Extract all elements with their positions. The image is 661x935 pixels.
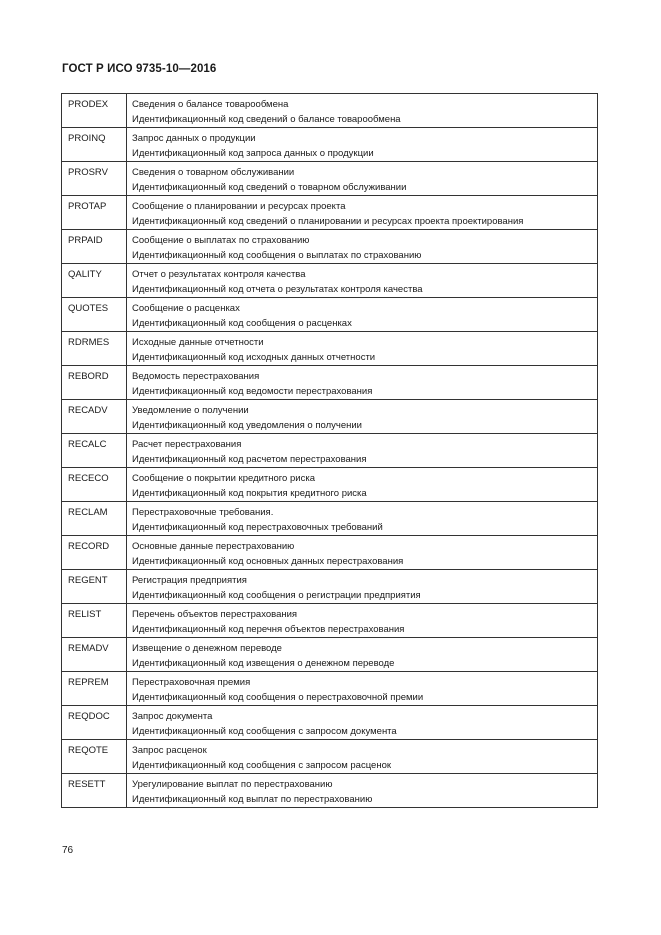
message-code: RECADV [62, 400, 127, 434]
message-name: Сведения о балансе товарообмена [132, 99, 289, 110]
message-id-description: Идентификационный код сведений о балансе товарообмена [132, 114, 401, 125]
table-row [62, 128, 598, 162]
message-code: REPREM [62, 672, 127, 706]
message-code: QALITY [62, 264, 127, 298]
table-row [62, 366, 598, 400]
message-id-description: Идентификационный код исходных данных отчетности [132, 352, 376, 363]
message-code: PRPAID [62, 230, 127, 264]
message-code: RESETT [62, 774, 127, 808]
message-name: Расчет перестрахования [132, 439, 242, 450]
table-row [62, 434, 598, 468]
message-name: Перечень объектов перестрахования [132, 609, 298, 620]
message-code: REQDOC [62, 706, 127, 740]
table-row [62, 570, 598, 604]
table-row [62, 332, 598, 366]
table-row [62, 162, 598, 196]
message-description [127, 672, 598, 706]
message-description [127, 774, 598, 808]
message-description [127, 502, 598, 536]
message-name: Запрос расценок [132, 745, 207, 756]
message-description [127, 298, 598, 332]
message-name: Запрос данных о продукции [132, 133, 256, 144]
message-code: RECALC [62, 434, 127, 468]
message-id-description: Идентификационный код уведомления о получении [132, 420, 362, 431]
message-name: Сообщение о планировании и ресурсах проекта [132, 201, 346, 212]
message-name: Основные данные перестрахованию [132, 541, 295, 552]
message-id-description: Идентификационный код покрытия кредитного риска [132, 488, 367, 499]
message-id-description: Идентификационный код сведений о планировании и ресурсах проекта проектирования [132, 216, 524, 227]
message-name: Сообщение о расценках [132, 303, 240, 314]
message-code: PROINQ [62, 128, 127, 162]
message-description [127, 740, 598, 774]
message-name: Извещение о денежном переводе [132, 643, 282, 654]
message-id-description: Идентификационный код основных данных перестрахования [132, 556, 404, 567]
message-id-description: Идентификационный код ведомости перестрахования [132, 386, 373, 397]
page-number: 76 [62, 845, 74, 856]
message-description [127, 400, 598, 434]
table-row [62, 604, 598, 638]
message-description [127, 570, 598, 604]
message-id-description: Идентификационный код сообщения о расценках [132, 318, 352, 329]
message-description [127, 196, 598, 230]
message-code: QUOTES [62, 298, 127, 332]
message-description [127, 128, 598, 162]
message-name: Перестраховочная премия [132, 677, 251, 688]
message-description [127, 366, 598, 400]
table-row [62, 536, 598, 570]
message-description [127, 706, 598, 740]
message-name: Урегулирование выплат по перестрахованию [132, 779, 333, 790]
message-id-description: Идентификационный код перестраховочных требований [132, 522, 383, 533]
message-code: RECECO [62, 468, 127, 502]
message-description [127, 536, 598, 570]
message-id-description: Идентификационный код сообщения с запросом расценок [132, 760, 392, 771]
message-description [127, 94, 598, 128]
message-description [127, 332, 598, 366]
message-name: Уведомление о получении [132, 405, 249, 416]
message-code: REQOTE [62, 740, 127, 774]
message-code: RDRMES [62, 332, 127, 366]
message-name: Сообщение о выплатах по страхованию [132, 235, 310, 246]
message-description [127, 468, 598, 502]
message-code-table [61, 93, 598, 808]
message-code: RECORD [62, 536, 127, 570]
table-body [62, 94, 598, 808]
table-row [62, 672, 598, 706]
table-row [62, 502, 598, 536]
message-code: RELIST [62, 604, 127, 638]
message-description [127, 230, 598, 264]
message-id-description: Идентификационный код выплат по перестрахованию [132, 794, 373, 805]
message-code: REMADV [62, 638, 127, 672]
table-row [62, 706, 598, 740]
message-id-description: Идентификационный код сообщения о выплатах по страхованию [132, 250, 422, 261]
table-row [62, 196, 598, 230]
message-description [127, 162, 598, 196]
message-code: REBORD [62, 366, 127, 400]
message-name: Исходные данные отчетности [132, 337, 264, 348]
message-id-description: Идентификационный код сообщения о перестраховочной премии [132, 692, 424, 703]
document-header: ГОСТ Р ИСО 9735-10—2016 [62, 63, 217, 75]
message-code: PROTAP [62, 196, 127, 230]
message-name: Сообщение о покрытии кредитного риска [132, 473, 315, 484]
message-name: Отчет о результатах контроля качества [132, 269, 306, 280]
table-row [62, 298, 598, 332]
table-row [62, 264, 598, 298]
message-id-description: Идентификационный код извещения о денежном переводе [132, 658, 395, 669]
message-id-description: Идентификационный код сообщения о регистрации предприятия [132, 590, 421, 601]
table-row [62, 774, 598, 808]
message-name: Запрос документа [132, 711, 213, 722]
message-id-description: Идентификационный код перечня объектов перестрахования [132, 624, 405, 635]
message-name: Регистрация предприятия [132, 575, 247, 586]
message-id-description: Идентификационный код расчетом перестрахования [132, 454, 367, 465]
message-description [127, 604, 598, 638]
message-description [127, 264, 598, 298]
table-row [62, 400, 598, 434]
table-row [62, 468, 598, 502]
table-row [62, 638, 598, 672]
table-row [62, 94, 598, 128]
message-code: REGENT [62, 570, 127, 604]
message-id-description: Идентификационный код запроса данных о продукции [132, 148, 374, 159]
message-code: RECLAM [62, 502, 127, 536]
message-id-description: Идентификационный код сведений о товарном обслуживании [132, 182, 407, 193]
message-description [127, 434, 598, 468]
table-row [62, 230, 598, 264]
message-id-description: Идентификационный код отчета о результатах контроля качества [132, 284, 423, 295]
message-description [127, 638, 598, 672]
message-id-description: Идентификационный код сообщения с запросом документа [132, 726, 397, 737]
message-code: PRODEX [62, 94, 127, 128]
message-name: Перестраховочные требования. [132, 507, 274, 518]
table-row [62, 740, 598, 774]
message-code: PROSRV [62, 162, 127, 196]
message-name: Ведомость перестрахования [132, 371, 260, 382]
message-name: Сведения о товарном обслуживании [132, 167, 295, 178]
